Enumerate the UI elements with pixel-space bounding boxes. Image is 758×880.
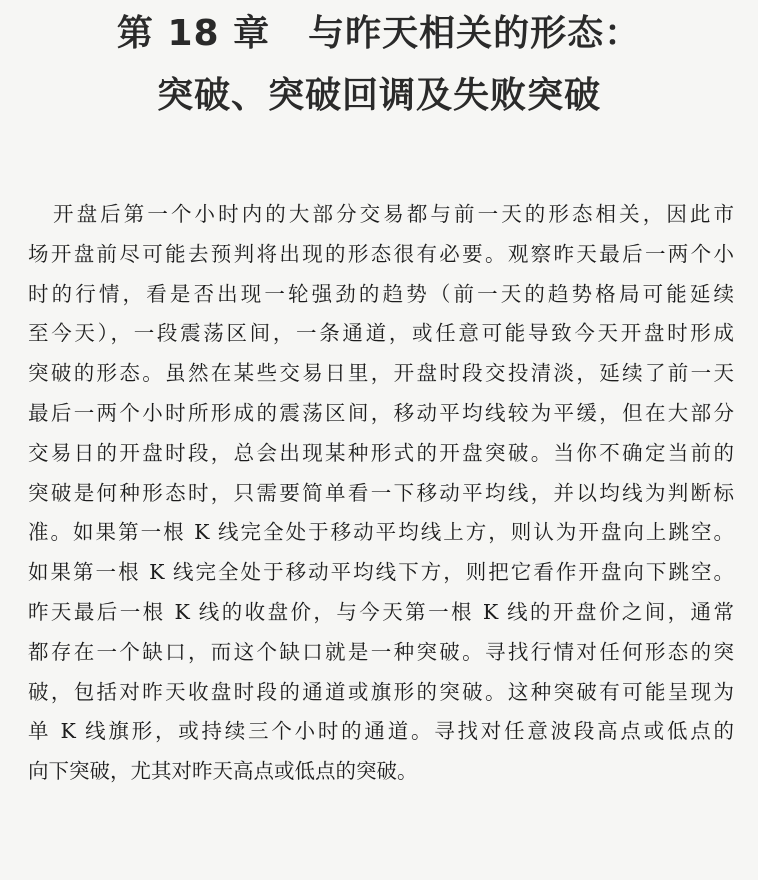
paragraph-line: 交易日的开盘时段，总会出现某种形式的开盘突破。当你不确定当前的 [28, 440, 734, 465]
chapter-heading [0, 12, 758, 56]
paragraph-line: 昨天最后一根 K 线的收盘价，与今天第一根 K 线的开盘价之间，通常 [28, 599, 734, 624]
paragraph-line: 如果第一根 K 线完全处于移动平均线下方，则把它看作开盘向下跳空。 [28, 560, 734, 585]
chapter-title-line-2: 突破、突破回调及失败突破 [156, 75, 601, 116]
paragraph-line: 都存在一个缺口，而这个缺口就是一种突破。寻找行情对任何形态的突 [28, 639, 734, 664]
paragraph-line: 时的行情，看是否出现一轮强劲的趋势（前一天的趋势格局可能延续 [28, 281, 734, 306]
paragraph-line: 场开盘前尽可能去预判将出现的形态很有必要。观察昨天最后一两个小 [28, 241, 734, 266]
paragraph-line: 开盘后第一个小时内的大部分交易都与前一天的形态相关，因此市 [53, 202, 734, 226]
paragraph-line: 最后一两个小时所形成的震荡区间，移动平均线较为平缓，但在大部分 [28, 400, 734, 425]
paragraph-line: 突破的形态。虽然在某些交易日里，开盘时段交投清淡，延续了前一天 [28, 361, 734, 386]
paragraph-line: 向下突破，尤其对昨天高点或低点的突破。 [28, 759, 418, 784]
paragraph-line: 准。如果第一根 K 线完全处于移动平均线上方，则认为开盘向上跳空。 [28, 520, 734, 545]
paragraph-line: 单 K 线旗形，或持续三个小时的通道。寻找对任意波段高点或低点的 [28, 719, 734, 744]
body-paragraph [28, 195, 734, 792]
paragraph-line: 突破是何种形态时，只需要简单看一下移动平均线，并以均线为判断标 [28, 480, 734, 505]
paragraph-line: 至今天），一段震荡区间，一条通道，或任意可能导致今天开盘时形成 [28, 321, 734, 346]
paragraph-line: 破，包括对昨天收盘时段的通道或旗形的突破。这种突破有可能呈现为 [28, 679, 734, 704]
chapter-number: 第 18 章 [116, 13, 271, 54]
chapter-title-line-1: 与昨天相关的形态： [308, 13, 642, 54]
